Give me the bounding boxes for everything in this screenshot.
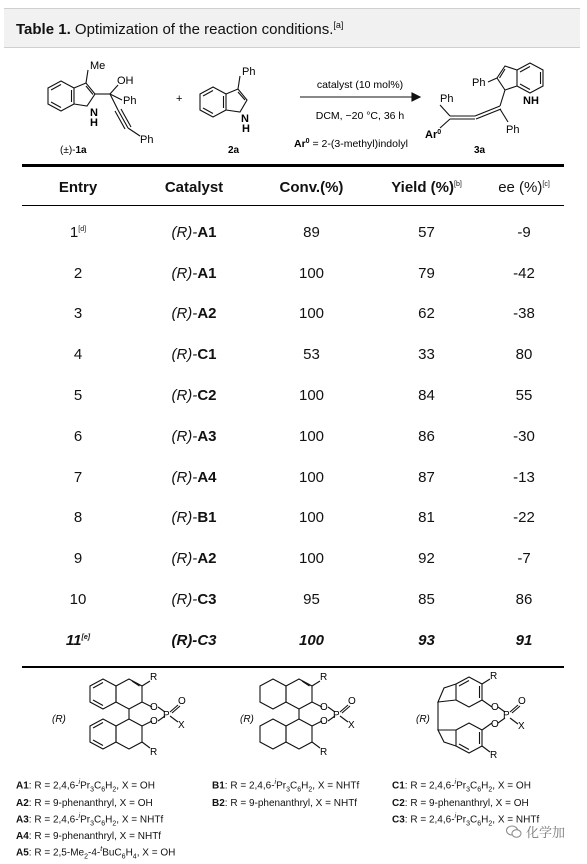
cat-c-x: X [518,721,525,732]
legend-a [16,776,175,864]
header-conv: Conv.(%) [279,178,344,196]
cat-c-r-top: R [490,672,498,682]
legend-item-c3: C3: $R = 2,4,6-^iPr_3C_6H_2$, X = NHTf [392,812,540,828]
legend-item-c1: C1: $R = 2,4,6-^iPr_3C_6H_2$, X = OH [392,779,531,794]
cat-b-o-top: O [320,702,328,713]
substituent-oh: OH [117,75,134,87]
table-header-row [22,170,564,204]
plus-sign: + [176,93,183,105]
wechat-icon [506,825,522,839]
header-ee: ee (%)[c] [498,178,550,196]
cat-b-o-bottom: O [320,716,328,727]
table-row: 7 (R)-A4 100 87 -13 [73,468,535,486]
table-title [16,20,343,38]
legend-item-c2: C2: R = 9-phenanthryl, X = OH [392,797,529,809]
reactant2-substituent-ph: Ph [242,66,256,78]
ar0-definition: $Ar^0$ = 2-(3-methyl)indolyl [294,138,408,150]
cat-c-config: (R) [416,714,430,725]
cat-c-r-bottom: R [490,750,498,761]
cat-a-config: (R) [52,714,66,725]
reactant2-h: H [242,123,250,135]
table-title-label: Table 1. [16,21,71,38]
table-row: 3 (R)-A2 100 62 -38 [73,305,535,323]
header-yield: Yield (%)[b] [391,178,462,196]
product-nh: NH [523,95,539,107]
legend-item-a3: A3: $R = 2,4,6-^iPr_3C_6H_2$, X = NHTf [16,812,164,828]
reactant1-h: H [90,117,98,129]
cat-a-o-double: O [178,696,186,707]
arrow-bottom-label: DCM, −20 °C, 36 h [315,110,405,122]
table-row: 4 (R)-C1 53 33 80 [73,346,533,364]
optimization-table [22,170,564,661]
cat-a-r-bottom: R [150,747,158,758]
product-label: 3a [474,145,486,156]
catalyst-structures [0,672,587,772]
reactant2-label: 2a [228,145,240,156]
substituent-ph: Ph [123,95,137,107]
cat-a-x: X [178,720,185,731]
table-title-bar [4,8,580,48]
product-ar0: Ar$^0$ [425,129,442,141]
cat-b-r-bottom: R [320,747,328,758]
cat-a-p: P [163,710,170,721]
legend-item-b2: B2: R = 9-phenanthryl, X = NHTf [212,797,358,809]
cat-b-config: (R) [240,714,254,725]
table-row: 2 (R)-A1 100 79 -42 [73,264,535,282]
table-row: 8 (R)-B1 100 81 -22 [73,509,535,527]
reaction-scheme [0,50,587,162]
table-row: 9 (R)-A2 100 92 -7 [73,550,531,568]
reactant1-n: N [90,107,98,119]
cat-b-r-top: R [320,672,328,683]
cat-c-o-top: O [491,702,499,713]
legend-item-a5: A5: $R = 2,5-Me_2-4-^tBuC_6H_4$, X = OH [16,846,176,861]
cat-b-p: P [333,710,340,721]
product-ph-indole: Ph [472,77,486,89]
header-entry: Entry [58,178,98,196]
legend-item-a2: A2: R = 9-phenanthryl, X = OH [16,797,153,809]
legend-item-b1: B1: $R = 2,4,6-^iPr_3C_6H_2$, X = NHTf [212,779,360,794]
cat-c-o-double: O [518,696,526,707]
watermark [506,822,565,841]
watermark-text: 化学加 [526,825,566,840]
cat-b-o-double: O [348,696,356,707]
reactant2-n: N [241,113,249,125]
table-top-rule [22,164,564,167]
arrow-top-label: catalyst (10 mol%) [316,79,404,91]
product-ph-right: Ph [506,124,520,136]
table-row-best: 11[e] (R)-C3 100 93 91 [65,631,533,649]
table-row: 5 (R)-C2 100 84 55 [73,387,533,405]
substituent-me: Me [90,60,106,72]
table-bottom-rule [22,666,564,668]
table-row: 10 (R)-C3 95 85 86 [69,591,533,609]
legend-item-a4: A4: R = 9-phenanthryl, X = NHTf [16,831,162,843]
cat-a-o-top: O [150,702,158,713]
cat-c-p: P [503,710,510,721]
table-row: 6 (R)-A3 100 86 -30 [73,427,535,445]
cat-a-o-bottom: O [150,716,158,727]
cat-a-r-top: R [150,672,158,683]
substituent-ph-alkyne: Ph [140,134,154,146]
product-ph-left: Ph [440,93,454,105]
header-catalyst: Catalyst [164,178,224,196]
legend-item-a1: A1: $R = 2,4,6-^iPr_3C_6H_2$, X = OH [16,779,155,794]
cat-b-x: X [348,720,355,731]
table-title-note: [a] [333,20,344,30]
reactant1-label: (±)-1a [60,145,87,156]
cat-c-o-bottom: O [491,719,499,730]
legend-b [212,776,359,810]
table-row: 1[d] (R)-A1 89 57 -9 [69,223,531,241]
table-title-text: Optimization of the reaction conditions. [70,21,334,38]
